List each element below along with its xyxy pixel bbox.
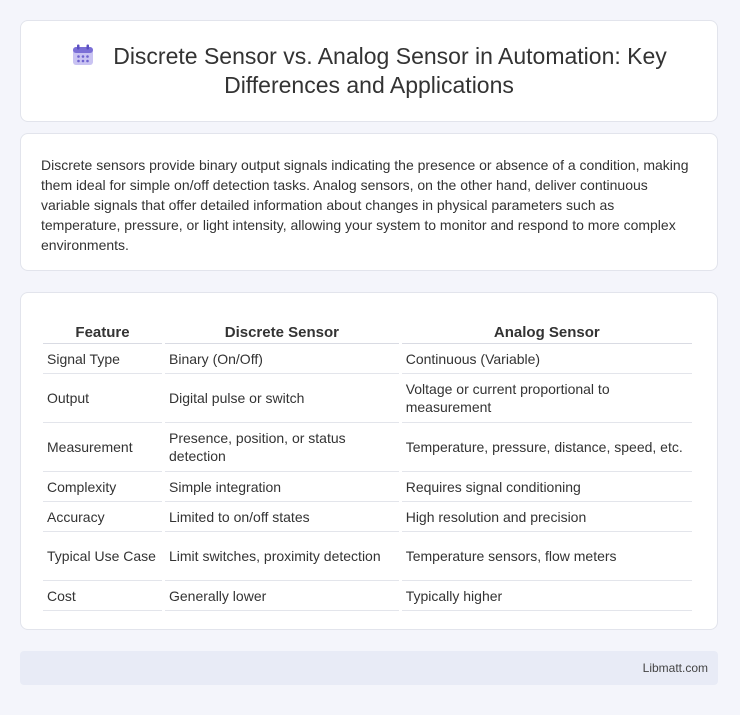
analog-cell: Voltage or current proportional to measurement — [402, 374, 692, 423]
feature-cell: Measurement — [43, 423, 162, 472]
feature-cell: Complexity — [43, 472, 162, 502]
analog-cell: Temperature, pressure, distance, speed, etc. — [402, 423, 692, 472]
intro-paragraph: Discrete sensors provide binary output signals indicating the presence or absence of a condition, making them ideal for simple on/off detection tasks. Analog sensors, on the other hand, deliver continuous variable signals that offer detailed information about changes in physical parameters such as temperature, pressure, or light intensity, allowing your system to monitor and respond to more complex environments. — [41, 157, 689, 253]
intro-card — [20, 133, 718, 271]
header-feature: Feature — [43, 313, 162, 344]
discrete-cell: Simple integration — [165, 472, 399, 502]
discrete-cell: Limited to on/off states — [165, 502, 399, 532]
table-row — [43, 374, 692, 423]
feature-cell: Output — [43, 374, 162, 423]
table-row — [43, 344, 692, 374]
header-analog-sensor: Analog Sensor — [402, 313, 692, 344]
discrete-cell: Generally lower — [165, 581, 399, 611]
analog-cell: Temperature sensors, flow meters — [402, 532, 692, 581]
feature-cell: Typical Use Case — [43, 532, 162, 581]
table-row — [43, 581, 692, 611]
table-row — [43, 502, 692, 532]
discrete-cell: Digital pulse or switch — [165, 374, 399, 423]
analog-cell: Typically higher — [402, 581, 692, 611]
calendar-icon — [71, 43, 95, 67]
table-header-row — [43, 313, 692, 344]
table-row — [43, 472, 692, 502]
footer-brand[interactable]: Libmatt.com — [642, 661, 708, 675]
analog-cell: High resolution and precision — [402, 502, 692, 532]
footer-bar — [20, 651, 718, 685]
table-row — [43, 423, 692, 472]
analog-cell: Continuous (Variable) — [402, 344, 692, 374]
page-title-wrap — [51, 42, 687, 100]
comparison-card — [20, 292, 718, 630]
feature-cell: Cost — [43, 581, 162, 611]
feature-cell: Signal Type — [43, 344, 162, 374]
discrete-cell: Limit switches, proximity detection — [165, 532, 399, 581]
discrete-cell: Binary (On/Off) — [165, 344, 399, 374]
analog-cell: Requires signal conditioning — [402, 472, 692, 502]
comparison-table — [40, 313, 695, 611]
feature-cell: Accuracy — [43, 502, 162, 532]
discrete-cell: Presence, position, or status detection — [165, 423, 399, 472]
table-row — [43, 532, 692, 581]
title-card — [20, 20, 718, 122]
page-title: Discrete Sensor vs. Analog Sensor in Automation: Key Differences and Applications — [113, 43, 667, 98]
header-discrete-sensor: Discrete Sensor — [165, 313, 399, 344]
